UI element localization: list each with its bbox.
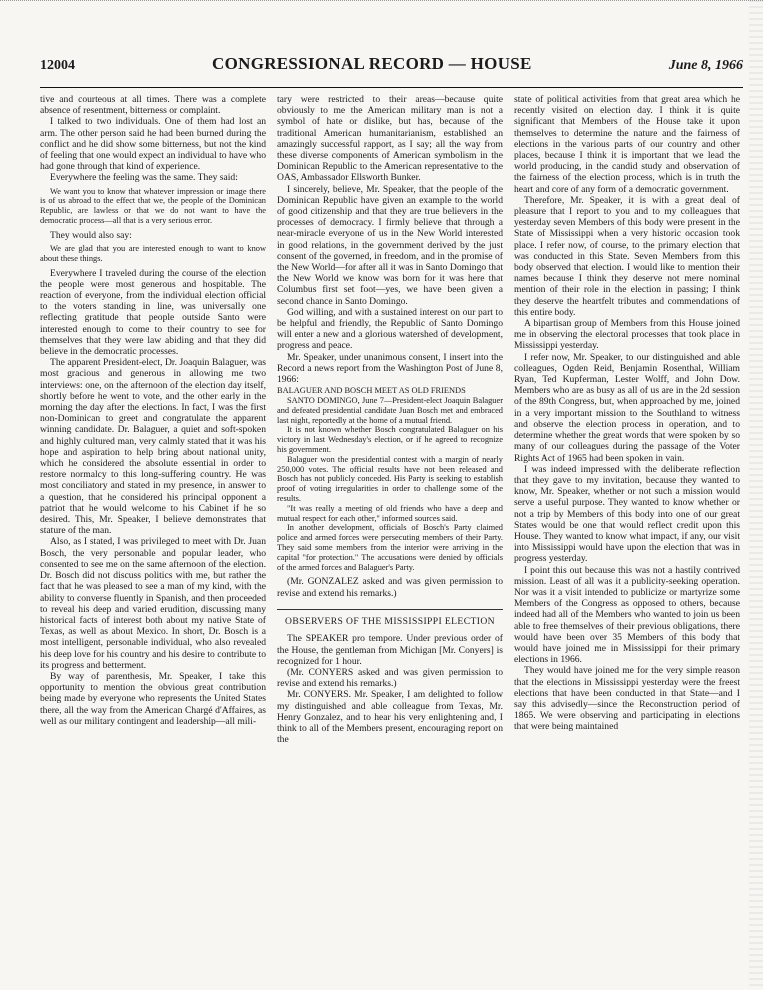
column-2 xyxy=(277,94,503,974)
paragraph: Therefore, Mr. Speaker, it is with a great deal of pleasure that I report to you and to my colleagues that yesterday seven Members of this body were present in the State of Mississippi when a very historic occasion took place. I refer now, of course, to the primary election that was conducted in this State. Seven Members from this body observed that election. I would like to mention their names because I think they deserve not mere nominal mention of their role in the election in passing; I think they deserve the heartfelt tributes and commendations of this entire body. xyxy=(514,194,740,318)
paragraph: Also, as I stated, I was privileged to meet with Dr. Juan Bosch, the very personable and popular leader, who consented to see me on the same afternoon of the election. Dr. Bosch did not discuss politics with me, but rather the fact that he was pleased to see a man of my kind, with the ability to converse fluently in Spanish, and then proceeded to reveal his deep and varied erudition, discussing many historical facts of interest both about my native State of Texas, as well as about Mexico. In short, Dr. Bosch is a most intelligent, personable individual, who also revealed his deep love for his country and his desire to contribute to its progress and betterment. xyxy=(40,536,266,671)
publication-title: CONGRESSIONAL RECORD — HOUSE xyxy=(212,54,532,73)
page-number: 12004 xyxy=(40,58,75,73)
paragraph: A bipartisan group of Members from this House joined me in observing the electoral processes that took place in Mississippi yesterday. xyxy=(514,318,740,352)
paragraph: I point this out because this was not a hastily contrived mission. Least of all was it a publicity-seeking operation. Nor was it a visit intended to publicize or martyrize some Members of the Congress as opposed to others, because indeed had all of the Members who wanted to join us been able to free themselves of their previous obligations, there would have been over 35 Members of this body that would have joined me in Mississippi for their primary elections in 1966. xyxy=(514,564,740,666)
paragraph: Everywhere the feeling was the same. They said: xyxy=(50,172,238,184)
paragraph: They would have joined me for the very simple reason that the elections in Mississippi yesterday were the freest elections that have been conducted in that State—and I say this advisedly—since the Reconstruction period of 1865. We were observing and participating in elections that were being maintained xyxy=(514,665,740,733)
scan-margin xyxy=(749,0,763,990)
news-paragraph: In another development, officials of Bosch's Party claimed police and armed forces were persecuting members of their Party. They said some members from the interior were arriving in the capital "for protection." The accusations were denied by officials of the armed forces and Balaguer's Party. xyxy=(277,523,503,572)
paragraph: I was indeed impressed with the deliberate reflection that they gave to my invitation, because they wanted to know, Mr. Speaker, whether or not such a mission would serve a useful purpose. They wanted to know whether or not a trip by Members of this body into one of our great States would be one that would reflect credit upon this House. They wanted to know what impact, if any, our visit into Mississippi would have upon the election that was in progress yesterday. xyxy=(514,463,740,565)
paragraph: I refer now, Mr. Speaker, to our distinguished and able colleagues, Ogden Reid, Benjamin Rosenthal, William Ryan, Ted Kupferman, Lester Wolff, and John Dow. Members who are as busy as all of us are in the 2d session of the 89th Congress, but, when approached by me, joined in a very important mission to the Southland to witness and observe the election process in operation, and to determine whether the great words that were spoken by so many of our colleagues during the passage of the Voter Rights Act of 1965 had been spoken in vain. xyxy=(514,351,740,464)
paragraph: tive and courteous at all times. There was a complete absence of resentment, bitterness or complaint. xyxy=(40,94,266,117)
news-paragraph: "It was really a meeting of old friends who have a deep and mutual respect for each other," informed sources said. xyxy=(277,503,503,523)
section-heading: OBSERVERS OF THE MISSISSIPPI ELECTION xyxy=(277,609,503,628)
news-paragraph: It is not known whether Bosch congratulated Balaguer on his victory in last Wednesday's election, or if he agreed to recognize his government. xyxy=(277,425,503,455)
paragraph: Everywhere I traveled during the course of the election the people were most generous and hospitable. The reaction of everyone, from the individual election official to the voters standing in line, was universally one reflecting gratitude that people outside Santo were interested enough to come to their country to see for themselves that they were law abiding and that they did believe in the democratic processes. xyxy=(40,267,266,358)
paragraph: The SPEAKER pro tempore. Under previous order of the House, the gentleman from Michigan [Mr. Conyers] is recognized for 1 hour. xyxy=(277,633,503,667)
paragraph: They would also say: xyxy=(50,229,132,241)
paragraph: Mr. CONYERS. Mr. Speaker, I am delighted to follow my distinguished and able colleague from Texas, Mr. Henry Gonzalez, and to hear his very enlightening and, I think to all of the Members present, encouraging report on the xyxy=(277,689,503,746)
column-3 xyxy=(514,94,740,974)
paragraph: I talked to two individuals. One of them had lost an arm. The other person said he had been burned during the conflict and he did show some bitterness, but not the kind of feeling that one would expect an individual to have who had gone through that kind of experience. xyxy=(40,116,266,173)
news-paragraph: SANTO DOMINGO, June 7—President-elect Joaquin Balaguer and defeated presidential candidate Juan Bosch met and embraced last night, reportedly at the home of a mutual friend. xyxy=(277,396,503,425)
paragraph: tary were restricted to their areas—because quite obviously to me the American military man is not a symbol of hate or dislike, but has, because of the traditional American humanitarianism, established an amazingly successful rapport, as I say; all the way from these diverse components of American symbolism in the Dominican Republic to the American representative to the OAS, Ambassador Ellsworth Bunker. xyxy=(277,94,503,184)
paragraph: By way of parenthesis, Mr. Speaker, I take this opportunity to mention the obvious great contribution being made by everyone who represents the United States there, all the way from the American Chargé d'Affaires, as well as our military contingent and leadership—all mili- xyxy=(40,670,266,727)
text-columns xyxy=(40,94,743,974)
top-border xyxy=(0,0,763,3)
column-1 xyxy=(40,94,266,974)
news-paragraph: Balaguer won the presidential contest with a margin of nearly 250,000 votes. The official results have not been released and Bosch has not publicly conceded. His Party is seeking to establish proof of voting irregularities in order to challenge some of the results. xyxy=(277,454,503,504)
issue-date: June 8, 1966 xyxy=(668,58,743,73)
paragraph: God willing, and with a sustained interest on our part to be helpful and friendly, the Republic of Santo Domingo will enter a new and a glorious watershed of development, progress and peace. xyxy=(277,306,503,352)
page-header xyxy=(40,54,743,88)
paragraph: state of political activities from that great area which he recently visited on election day. I think it is quite significant that Members of the House take it upon themselves to determine the nature and the fairness of elections in the various parts of our country and other places, because I think it is important that we lead the world producing, in the candid study and observation of the fairness of the election process, which is in truth the heart and core of any form of a democratic government. xyxy=(514,94,740,195)
paragraph: (Mr. GONZALEZ asked and was given permission to revise and extend his remarks.) xyxy=(277,576,503,599)
news-headline: BALAGUER AND BOSCH MEET AS OLD FRIENDS xyxy=(277,386,466,396)
paragraph: The apparent President-elect, Dr. Joaquin Balaguer, was most gracious and generous in allowing me two interviews: one, on the afternoon of the election day itself, shortly before he went to vote, and the other early in the morning the day after the elections. In fact, I was the first non-Dominican to greet and congratulate the apparent winning candidate. Dr. Balaguer, a quiet and soft-spoken and highly cultured man, very calmly stated that it was his hope and aspiration to help bring about national unity, which he considered the absolute essential in order to restore normalcy to this long-suffering country. He was most conciliatory and stated in my presence, in answer to a question, that he considered his principal opponent a patriot that he would welcome to his Cabinet if he so desired. This, Mr. Speaker, I believe demonstrates that stature of the man. xyxy=(40,357,266,537)
block-quote: We are glad that you are interested enough to want to know about these things. xyxy=(40,244,266,263)
paragraph: (Mr. CONYERS asked and was given permission to revise and extend his remarks.) xyxy=(277,666,503,690)
block-quote: We want you to know that whatever impression or image there is of us abroad to the effect that we, the people of the Dominican Republic, are lawless or that we do not want to have the democratic process—all that is a very serious error. xyxy=(40,186,266,226)
paragraph: Mr. Speaker, under unanimous consent, I insert into the Record a news report from the Washington Post of June 8, 1966: xyxy=(277,351,503,386)
paragraph: I sincerely, believe, Mr. Speaker, that the people of the Dominican Republic have given an example to the world of good citizenship and that they are true believers in the processes of democracy. I firmly believe that through a near-miracle everyone of us in the New World interested in good relations, in the government derived by the just consent of the governed, in freedom, and in the promise of the New World—for after all it was in Santo Domingo that the New World we know was born for it was here that Columbus first set foot—yes, we have been given a second chance in Santo Domingo. xyxy=(277,183,503,307)
